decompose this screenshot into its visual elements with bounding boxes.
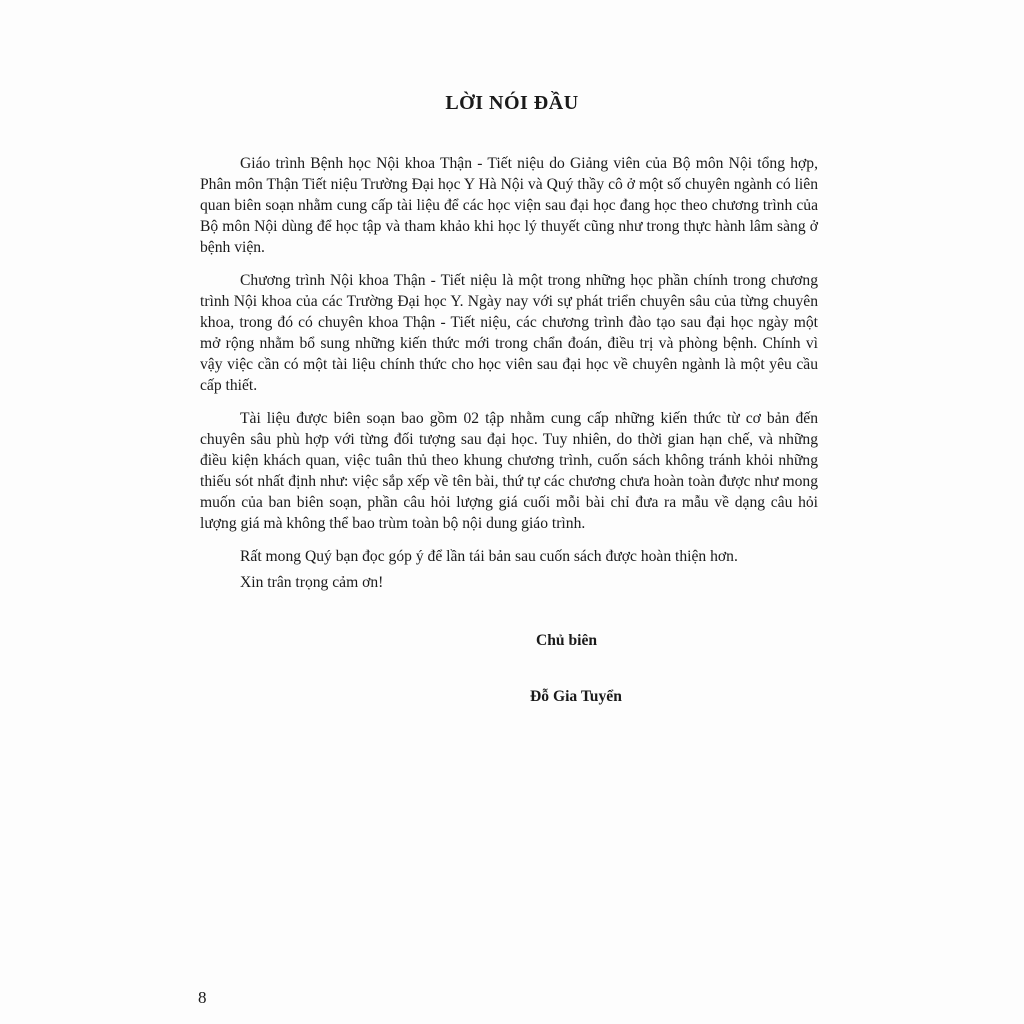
signature-role: Chủ biên (536, 632, 598, 649)
page-title: LỜI NÓI ĐẦU (445, 92, 579, 114)
paragraph-3: Tài liệu được biên soạn bao gồm 02 tập nhằm cung cấp những kiến thức từ cơ bản đến chuyên sâu phù hợp với từng đối tượng sau đại học. Tuy nhiên, do thời gian hạn chế, và những điều kiện khách quan, việc tuân thủ theo khung chương trình, cuốn sách không tránh khỏi những thiếu sót nhất định như: việc sắp xếp về tên bài, thứ tự các chương chưa hoàn toàn được như mong muốn của ban biên soạn, phần câu hỏi lượng giá cuối mỗi bài chỉ đưa ra mẫu về dạng câu hỏi lượng giá mà không thể bao trùm toàn bộ nội dung giáo trình. (200, 410, 818, 532)
paragraph-2: Chương trình Nội khoa Thận - Tiết niệu là một trong những học phần chính trong chương trình Nội khoa của các Trường Đại học Y. Ngày nay với sự phát triển chuyên sâu của từng chuyên khoa, trong đó có chuyên khoa Thận - Tiết niệu, các chương trình đào tạo sau đại học ngày một mở rộng nhằm bổ sung những kiến thức mới trong chẩn đoán, điều trị và phòng bệnh. Chính vì vậy việc cần có một tài liệu chính thức cho học viên sau đại học về chuyên ngành là một yêu cầu cấp thiết. (200, 272, 818, 394)
paragraph-1: Giáo trình Bệnh học Nội khoa Thận - Tiết niệu do Giảng viên của Bộ môn Nội tổng hợp, Phân môn Thận Tiết niệu Trường Đại học Y Hà Nội và Quý thầy cô ở một số chuyên ngành có liên quan biên soạn nhằm cung cấp tài liệu để các học viện sau đại học đang học theo chương trình của Bộ môn Nội dùng để học tập và tham khảo khi học lý thuyết cũng như trong thực hành lâm sàng ở bệnh viện. (200, 155, 818, 256)
closing-thanks: Xin trân trọng cảm ơn! (240, 574, 384, 591)
closing-request: Rất mong Quý bạn đọc góp ý để lần tái bản sau cuốn sách được hoàn thiện hơn. (240, 548, 738, 565)
signature-name: Đỗ Gia Tuyển (530, 688, 622, 705)
page-number: 8 (198, 988, 207, 1007)
body-text (200, 153, 818, 546)
